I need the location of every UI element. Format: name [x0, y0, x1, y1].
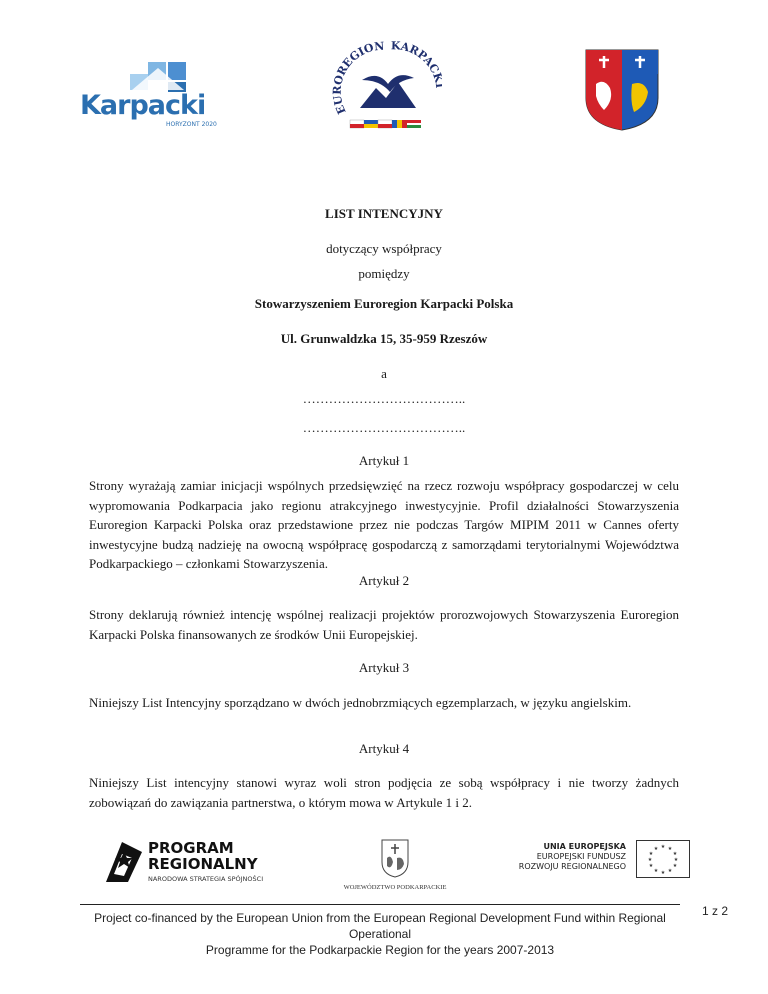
- svg-text:★: ★: [672, 851, 678, 857]
- ue-regional-label: ROZWOJU REGIONALNEGO: [518, 862, 626, 871]
- letter-title: LIST INTENCYJNY: [325, 206, 443, 221]
- cofinancing-note: [80, 910, 680, 958]
- karpacki-arc-text: KARPAC: [390, 40, 442, 76]
- party1-name: Stowarzyszeniem Euroregion Karpacki Polska: [254, 296, 514, 311]
- svg-text:★: ★: [648, 851, 654, 857]
- euroregion-karpacki-logo: [332, 40, 442, 135]
- party1-address: Ul. Grunwaldzka 15, 35-959 Rzeszów: [280, 331, 488, 346]
- podkarpackie-coat-of-arms: [584, 48, 660, 132]
- article-1-text: Strony wyrażają zamiar inicjacji wspólnych przedsięwzięć na rzecz rozwoju współpracy gospodarczej w celu wypromowania Podkarpacia jako regionu atrakcyjnego inwestycyjnie. Profil działalności Stowarzyszenia Euroregion Karpacki Polska oraz przedstawione przez nie podczas Targów MIPIM 2011 w Cannes oferty inwestycyjne budzą nadzieję na owocną współpracę gospodarczą z samorządami terytorialnymi Województwa Podkarpackiego – członkami Stowarzyszenia.: [89, 478, 679, 571]
- karpacki-subtitle: HORYZONT 2020: [166, 121, 217, 128]
- ue-fund-label: EUROPEJSKI FUNDUSZ: [536, 852, 626, 861]
- letter-subtitle-line1: dotyczący współpracy: [326, 241, 442, 256]
- article-1-heading: Artykuł 1: [358, 453, 410, 468]
- coat-of-arms-icon: [584, 48, 660, 132]
- svg-text:★: ★: [653, 846, 659, 852]
- conjunction-and: a: [381, 366, 387, 381]
- party2-blank-line2: ………………………………..: [302, 420, 466, 435]
- article-3-heading: Artykuł 3: [358, 660, 410, 675]
- eu-flag-icon: [636, 840, 690, 878]
- letter-subtitle-line2: pomiędzy: [358, 266, 410, 281]
- euroregion-text: EUROREGION: [332, 40, 385, 117]
- svg-text:★: ★: [673, 857, 679, 863]
- unia-europejska-logo: [514, 840, 690, 880]
- article-3-text: Niniejszy List Intencyjny sporządzano w dwóch jednobrzmiących egzemplarzach, w języku angielskim.: [89, 695, 632, 710]
- svg-text:★: ★: [648, 863, 654, 869]
- program-label: PROGRAM: [148, 839, 234, 857]
- article-2-text: Strony deklarują również intencję wspólnej realizacji projektów prorozwojowych Stowarzyszenia Euroregion Karpacki Polska finansowanych ze środków Unii Europejskiej.: [89, 607, 679, 642]
- wojewodztwo-logo: [340, 838, 450, 894]
- page-number: 1 z 2: [702, 904, 729, 918]
- flags-strip: [350, 120, 421, 128]
- svg-text:★: ★: [667, 846, 673, 852]
- svg-text:★: ★: [660, 870, 666, 876]
- svg-text:★: ★: [647, 857, 653, 863]
- karpacki-logo: [80, 60, 235, 130]
- wojewodztwo-label: WOJEWÓDZTWO PODKARPACKIE: [343, 884, 447, 891]
- cofinancing-line1: Project co-financed by the European Union from the European Regional Development Fund within Regional Operational: [94, 911, 666, 941]
- svg-text:★: ★: [653, 868, 659, 874]
- strategia-label: NARODOWA STRATEGIA SPÓJNOŚCI: [148, 875, 264, 883]
- cofinancing-line2: Programme for the Podkarpackie Region for the years 2007-2013: [205, 943, 555, 957]
- svg-text:★: ★: [667, 868, 673, 874]
- article-2-heading: Artykuł 2: [358, 573, 410, 588]
- article-4-text: Niniejszy List intencyjny stanowi wyraz woli stron podjęcia ze sobą współpracy i nie tworzy żadnych zobowiązań do zawiązania partnerstwa, o którym mowa w Artykule 1 i 2.: [89, 775, 679, 810]
- footer-divider: [80, 904, 680, 905]
- party2-blank-line1: ………………………………..: [302, 391, 466, 406]
- regionalny-label: REGIONALNY: [148, 855, 258, 873]
- euroregion-emblem-icon: [332, 40, 442, 135]
- ue-label: UNIA EUROPEJSKA: [543, 842, 626, 851]
- program-regionalny-logo: [104, 840, 294, 890]
- karpacki-wordmark: Karpacki: [80, 90, 206, 121]
- svg-text:★: ★: [672, 863, 678, 869]
- wojewodztwo-crest-icon: [380, 838, 410, 878]
- program-regionalny-icon: [104, 840, 144, 884]
- svg-text:★: ★: [660, 844, 666, 850]
- article-4-heading: Artykuł 4: [358, 741, 410, 756]
